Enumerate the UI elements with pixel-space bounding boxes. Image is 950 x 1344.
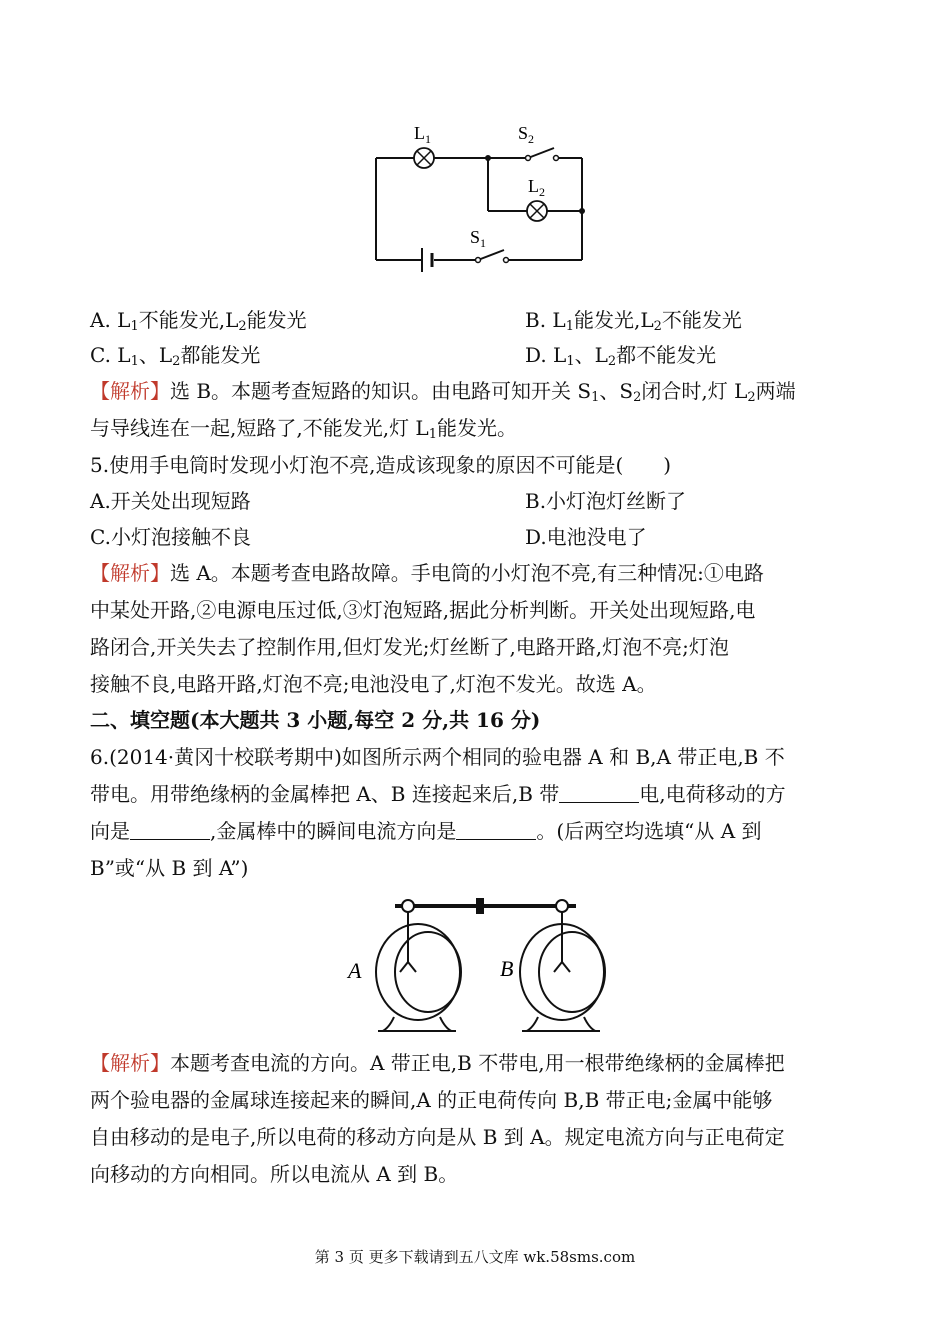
label-b: B (500, 956, 514, 981)
label-a: A (348, 958, 362, 983)
label-s2: S (518, 123, 529, 143)
page-footer: 第 3 页 更多下载请到五八文库 wk.58sms.com (314, 1248, 636, 1266)
metal-ball-a (402, 900, 414, 912)
q6-stem-line-4: B”或“从 B 到 A”) (90, 856, 249, 880)
svg-text:L1: $L_1$ (414, 123, 431, 146)
q6-stem-line-1: 6.(2014·黄冈十校联考期中)如图所示两个相同的验电器 A 和 B,A 带正电,B 不 (90, 745, 785, 769)
q5-analysis-line-2: 中某处开路,②电源电压过低,③灯泡短路,据此分析判断。开关处出现短路,电 (90, 598, 756, 622)
circuit-diagram (360, 115, 600, 275)
q6-analysis-line-1: 【解析】本题考查电流的方向。A 带正电,B 不带电,用一根带绝缘柄的金属棒把 (90, 1051, 785, 1075)
label-s1: S (470, 227, 481, 247)
answer-blank-2[interactable] (130, 819, 210, 840)
analysis-tag: 【解析】 (90, 561, 170, 585)
q4-analysis-line-1: 【解析】选 B。本题考查短路的知识。由电路可知开关 $S_1$、$S_2$闭合时,灯 $L_2$两端 (90, 379, 796, 405)
q4-analysis-line-2: 与导线连在一起,短路了,不能发光,灯 $L_1$能发光。 (90, 416, 517, 442)
q5-stem: 5.使用手电筒时发现小灯泡不亮,造成该现象的原因不可能是( ) (90, 453, 672, 477)
svg-text:S1: $S_1$ (470, 227, 487, 250)
lamp-l1-icon (414, 148, 434, 168)
answer-blank-1[interactable] (559, 782, 639, 803)
label-l2: L (528, 176, 539, 196)
svg-text:L2: $L_2$ (528, 176, 545, 199)
q5-option-b: B.小灯泡灯丝断了 (525, 489, 687, 513)
answer-blank-3[interactable] (456, 819, 536, 840)
q6-stem-line-2: 带电。用带绝缘柄的金属棒把 A、B 连接起来后,B 带 电,电荷移动的方 (90, 782, 786, 806)
analysis-tag: 【解析】 (90, 1051, 170, 1075)
analysis-tag: 【解析】 (90, 379, 170, 403)
q4-option-c: C. $L_1$、$L_2$都能发光 (90, 343, 261, 369)
q6-analysis-line-2: 两个验电器的金属球连接起来的瞬间,A 的正电荷传向 B,B 带正电;金属中能够 (90, 1088, 773, 1112)
q5-option-a: A.开关处出现短路 (90, 489, 251, 513)
electroscope-diagram (340, 892, 630, 1032)
q4-option-d: D. $L_1$、$L_2$都不能发光 (525, 343, 717, 369)
q5-option-c: C.小灯泡接触不良 (90, 525, 251, 549)
q5-analysis-line-3: 路闭合,开关失去了控制作用,但灯发光;灯丝断了,电路开路,灯泡不亮;灯泡 (90, 635, 729, 659)
insulating-handle (476, 898, 484, 914)
q4-option-a: A. $L_1$不能发光$,L_2$能发光 (90, 308, 307, 334)
q6-analysis-line-3: 自由移动的是电子,所以电荷的移动方向是从 B 到 A。规定电流方向与正电荷定 (90, 1125, 785, 1149)
lamp-l2-icon (527, 201, 547, 221)
section-title: 二、填空题(本大题共 3 小题,每空 2 分,共 16 分) (90, 708, 541, 732)
q5-option-d: D.电池没电了 (525, 525, 647, 549)
q6-stem-line-3: 向是 ,金属棒中的瞬间电流方向是 。(后两空均选填“从 A 到 (90, 819, 762, 843)
label-l1: L (414, 123, 425, 143)
metal-ball-b (556, 900, 568, 912)
svg-text:S2: $S_2$ (518, 123, 535, 146)
q4-option-b: B. $L_1$能发光$,L_2$不能发光 (525, 308, 742, 334)
q6-analysis-line-4: 向移动的方向相同。所以电流从 A 到 B。 (90, 1162, 459, 1186)
q5-analysis-line-4: 接触不良,电路开路,灯泡不亮;电池没电了,灯泡不发光。故选 A。 (90, 672, 657, 696)
q5-analysis-line-1: 【解析】选 A。本题考查电路故障。手电筒的小灯泡不亮,有三种情况:①电路 (90, 561, 764, 585)
